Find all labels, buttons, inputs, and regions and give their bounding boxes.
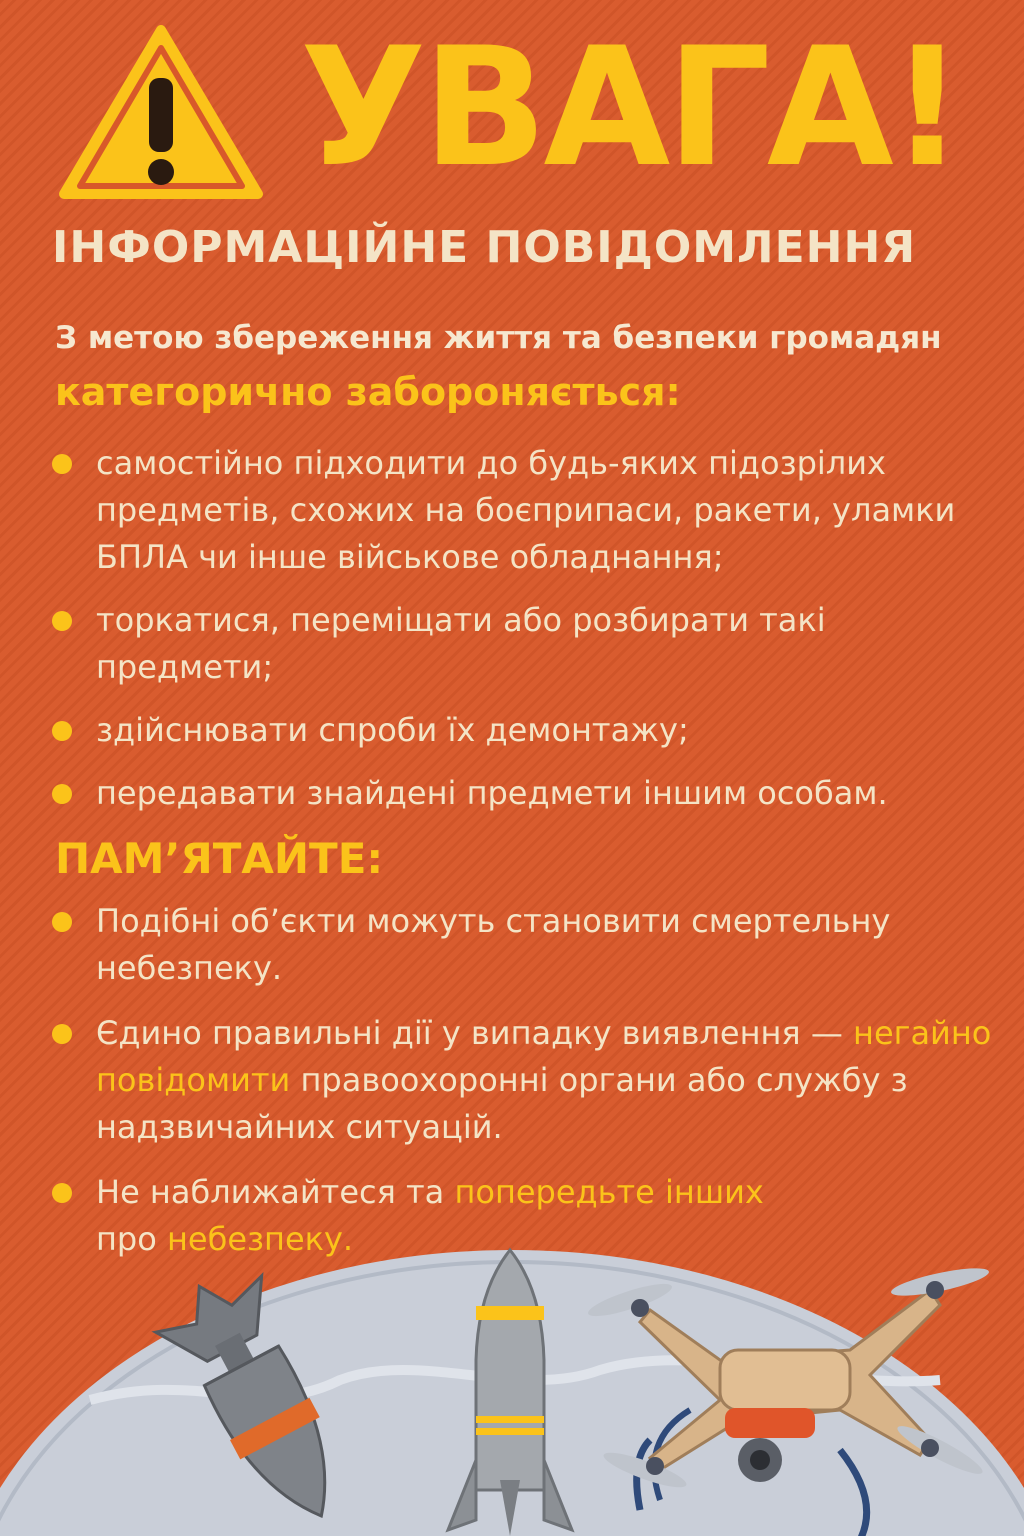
bullet-icon: [52, 721, 72, 741]
list-item: [52, 597, 1012, 691]
bullet-icon: [52, 1024, 72, 1044]
list-item: [52, 707, 1012, 754]
page-title: УВАГА!: [300, 12, 961, 203]
list-item-text: здійснювати спроби їх демонтажу;: [96, 711, 689, 749]
highlight-text: негайно повідомити: [96, 1014, 992, 1099]
highlight-text: попередьте інших: [454, 1173, 764, 1211]
list-item-text: Не наближайтеся та: [96, 1173, 445, 1211]
list-item: [52, 440, 1012, 581]
list-item-text: про: [96, 1220, 157, 1258]
highlight-text: небезпеку.: [166, 1220, 354, 1258]
list-item-text: торкатися, переміщати або розбирати такі предмети;: [96, 601, 826, 686]
illustration: [0, 1230, 1024, 1536]
page-subtitle: ІНФОРМАЦІЙНЕ ПОВІДОМЛЕННЯ: [52, 222, 917, 273]
list-item-text: правоохоронні органи або службу з надзвичайних ситуацій.: [96, 1061, 908, 1146]
bullet-icon: [52, 912, 72, 932]
intro-text: З метою збереження життя та безпеки громадян: [55, 320, 942, 356]
warning-triangle-icon: [58, 22, 264, 202]
list-item-text: Єдино правильні дії у випадку виявлення —: [96, 1014, 843, 1052]
bullet-icon: [52, 1183, 72, 1203]
prohibited-list: [52, 440, 1012, 833]
list-item: [52, 1010, 1012, 1151]
bullet-icon: [52, 454, 72, 474]
list-item: [52, 770, 1012, 817]
bullet-icon: [52, 784, 72, 804]
list-item-text: самостійно підходити до будь-яких підозрілих предметів, схожих на боєприпаси, ракети, уламки БПЛА чи інше військове обладнання;: [96, 444, 956, 576]
bullet-icon: [52, 611, 72, 631]
list-item: [52, 898, 1012, 992]
list-item-text: передавати знайдені предмети іншим особам.: [96, 774, 888, 812]
prohibition-heading: категорично забороняється:: [55, 370, 681, 414]
list-item-text: Подібні об’єкти можуть становити смертельну небезпеку.: [96, 902, 891, 987]
remember-list: [52, 898, 1012, 1281]
remember-heading: ПАМ’ЯТАЙТЕ:: [55, 834, 384, 883]
